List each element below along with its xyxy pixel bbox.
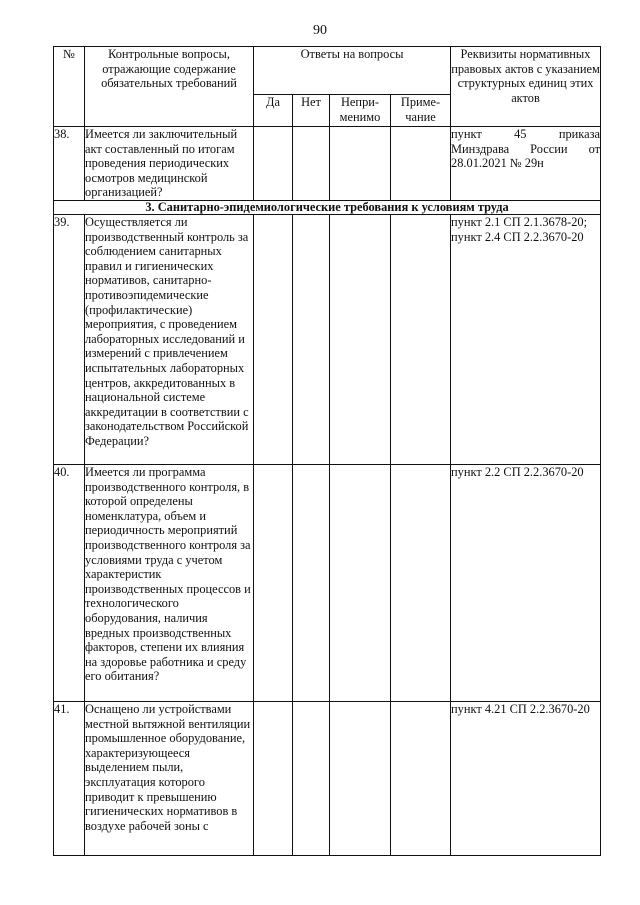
table-row [54, 702, 601, 856]
answer-note-cell[interactable] [391, 215, 451, 465]
row-question: Имеется ли заключительный акт составленный по итогам проведения периодических осмотров медицинской организацией? [85, 127, 254, 201]
answer-na-cell[interactable] [330, 702, 391, 856]
answer-na-cell[interactable] [330, 465, 391, 702]
header-yes: Да [254, 95, 293, 127]
row-number: 41. [54, 702, 85, 856]
answer-yes-cell[interactable] [254, 215, 293, 465]
section-title: 3. Санитарно-эпидемиологические требования к условиям труда [54, 201, 601, 215]
header-question: Контрольные вопросы, отражающие содержание обязательных требований [85, 47, 254, 127]
row-number: 38. [54, 127, 85, 201]
row-number: 40. [54, 465, 85, 702]
answer-no-cell[interactable] [293, 465, 330, 702]
answer-no-cell[interactable] [293, 702, 330, 856]
reference-line: пункт 4.21 СП 2.2.3670-20 [451, 702, 590, 716]
reference-line: пункт 2.4 СП 2.2.3670-20 [451, 229, 584, 244]
table-row [54, 127, 601, 201]
table-row [54, 465, 601, 702]
reference-line: пункт 2.1 СП 2.1.3678-20; [451, 215, 588, 229]
table-row [54, 215, 601, 465]
row-reference [451, 702, 601, 856]
section-row [54, 201, 601, 215]
answer-yes-cell[interactable] [254, 127, 293, 201]
row-question: Имеется ли программа производственного контроля, в которой определены номенклатура, объем и периодичность мероприятий производственного контроля за условиями труда с учетом характеристик производственных процессов и технологического оборудования, наличия вредных производственных факторов, степени их влияния на здоровье работника и среду его обитания? [85, 465, 254, 702]
answer-na-cell[interactable] [330, 127, 391, 201]
row-reference [451, 465, 601, 702]
reference-line: пункт 2.2 СП 2.2.3670-20 [451, 465, 584, 479]
row-number: 39. [54, 215, 85, 465]
header-number: № [54, 47, 85, 127]
answer-yes-cell[interactable] [254, 702, 293, 856]
answer-no-cell[interactable] [293, 127, 330, 201]
answer-note-cell[interactable] [391, 702, 451, 856]
answer-no-cell[interactable] [293, 215, 330, 465]
row-reference [451, 215, 601, 465]
row-question: Оснащено ли устройствами местной вытяжной вентиляции промышленное оборудование, характеризующееся выделением пыли, эксплуатация которого приводит к превышению гигиенических нормативов в воздухе рабочей зоны с [85, 702, 254, 856]
answer-na-cell[interactable] [330, 215, 391, 465]
answer-yes-cell[interactable] [254, 465, 293, 702]
header-not-applicable: Непри- менимо [330, 95, 391, 127]
header-reference: Реквизиты нормативных правовых актов с указанием структурных единиц этих актов [451, 47, 601, 127]
header-answers: Ответы на вопросы [254, 47, 451, 95]
reference-line: пункт 45 приказа Минздрава России от 28.01.2021 № 29н [451, 127, 601, 171]
checklist-table [53, 46, 601, 856]
header-note: Приме- чание [391, 95, 451, 127]
row-question: Осуществляется ли производственный контроль за соблюдением санитарных правил и гигиенических нормативов, санитарно-противоэпидемические (профилактические) мероприятия, с проведением лабораторных исследований и измерений с привлечением испытательных лабораторных центров, аккредитованных в национальной системе аккредитации в соответствии с законодательством Российской Федерации? [85, 215, 254, 465]
answer-note-cell[interactable] [391, 127, 451, 201]
row-reference [451, 127, 601, 201]
header-no: Нет [293, 95, 330, 127]
answer-note-cell[interactable] [391, 465, 451, 702]
page-number: 90 [313, 23, 327, 38]
